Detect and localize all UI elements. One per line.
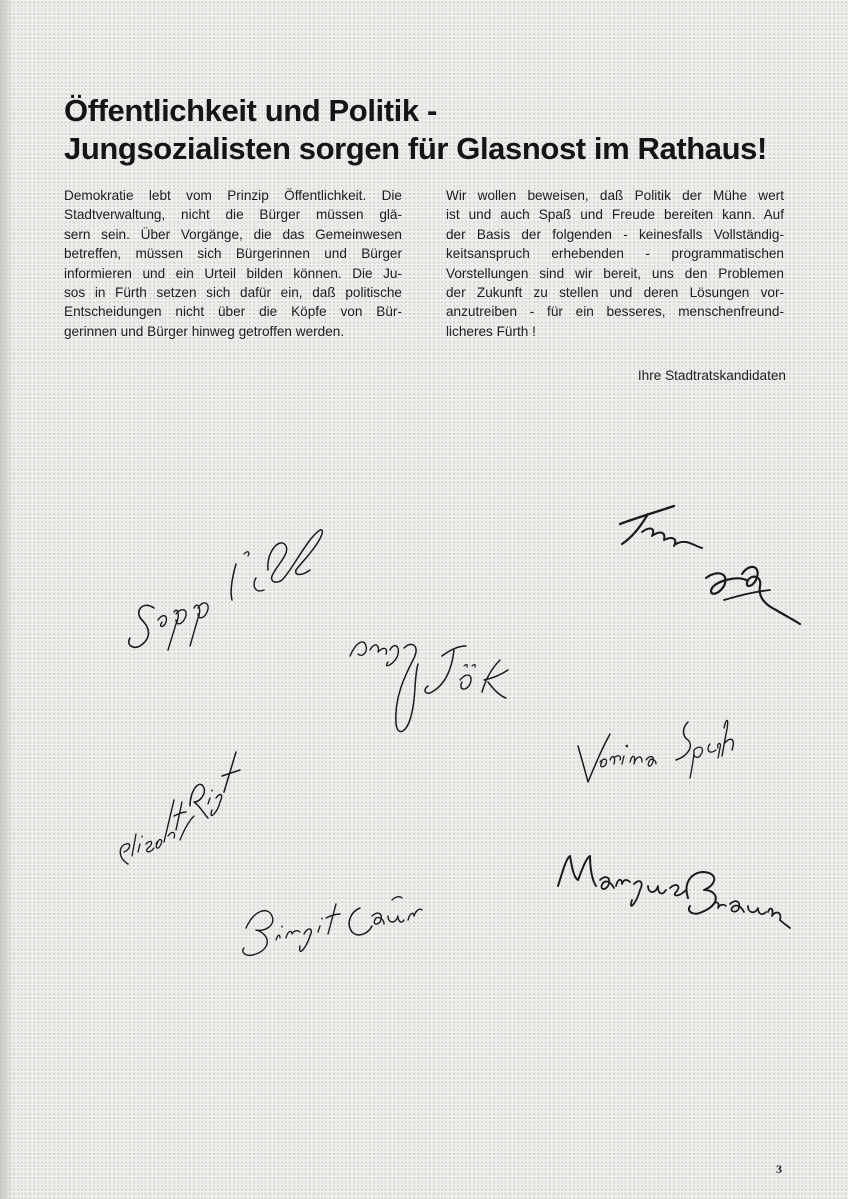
text-line: keitsanspruch erhebenden - programmatischen <box>446 246 784 262</box>
headline <box>64 92 804 168</box>
signature-image <box>342 612 512 742</box>
text-line: licheres Fürth ! <box>446 323 536 339</box>
headline-line-1: Öffentlichkeit und Politik - <box>64 93 437 128</box>
text-line: Entscheidungen nicht über die Köpfe von Bür- <box>64 304 402 320</box>
signature-image <box>612 492 812 642</box>
text-line: der Basis der folgenden - keinesfalls Vollständig- <box>446 226 784 242</box>
signature-image <box>104 740 254 880</box>
text-line: sern sein. Über Vorgänge, die das Gemeinwesen <box>64 226 402 242</box>
page-number: 3 <box>776 1162 782 1176</box>
signature-image <box>118 500 338 660</box>
text-line: ist und auch Spaß und Freude bereiten kann. Auf <box>446 207 784 223</box>
signature-verena-spechtl <box>570 698 750 798</box>
signature-markus-braun <box>552 850 792 970</box>
text-line: der Zukunft zu stellen und deren Lösungen vor- <box>446 285 784 301</box>
right-column-text <box>446 186 784 341</box>
text-line: betreffen, müssen sich Bürgerinnen und Bürger <box>64 246 402 262</box>
text-line: gerinnen und Bürger hinweg getroffen werden. <box>64 323 345 339</box>
signature-image <box>232 876 432 976</box>
signature-sepp-lill <box>118 500 338 660</box>
left-column-text <box>64 186 402 341</box>
headline-line-2: Jungsozialisten sorgen für Glasnost im Rathaus! <box>64 131 767 166</box>
text-line: Wir wollen beweisen, daß Politik der Mühe wert <box>446 188 784 203</box>
signature-image <box>570 698 750 798</box>
text-line: Demokratie lebt vom Prinzip Öffentlichkeit. Die <box>64 188 402 203</box>
signature-image <box>552 850 792 970</box>
signature-birgit-baur <box>232 876 432 976</box>
signature-helmut-joeck <box>342 612 512 742</box>
text-line: Vorstellungen sind wir bereit, uns den Problemen <box>446 265 784 281</box>
text-line: anzutreiben - für ein besseres, menschenfreund- <box>446 304 784 320</box>
signature-thomas-jung <box>612 492 812 642</box>
text-line: Stadtverwaltung, nicht die Bürger müssen glä- <box>64 207 402 223</box>
text-line: informieren und ein Urteil bilden können. Die Ju- <box>64 265 402 281</box>
text-line: sos in Fürth setzen sich dafür ein, daß politische <box>64 285 402 301</box>
signature-elisabeth-reichert <box>104 740 254 880</box>
closing-signoff: Ihre Stadtratskandidaten <box>637 368 786 383</box>
page-edge-shadow <box>0 0 14 1199</box>
